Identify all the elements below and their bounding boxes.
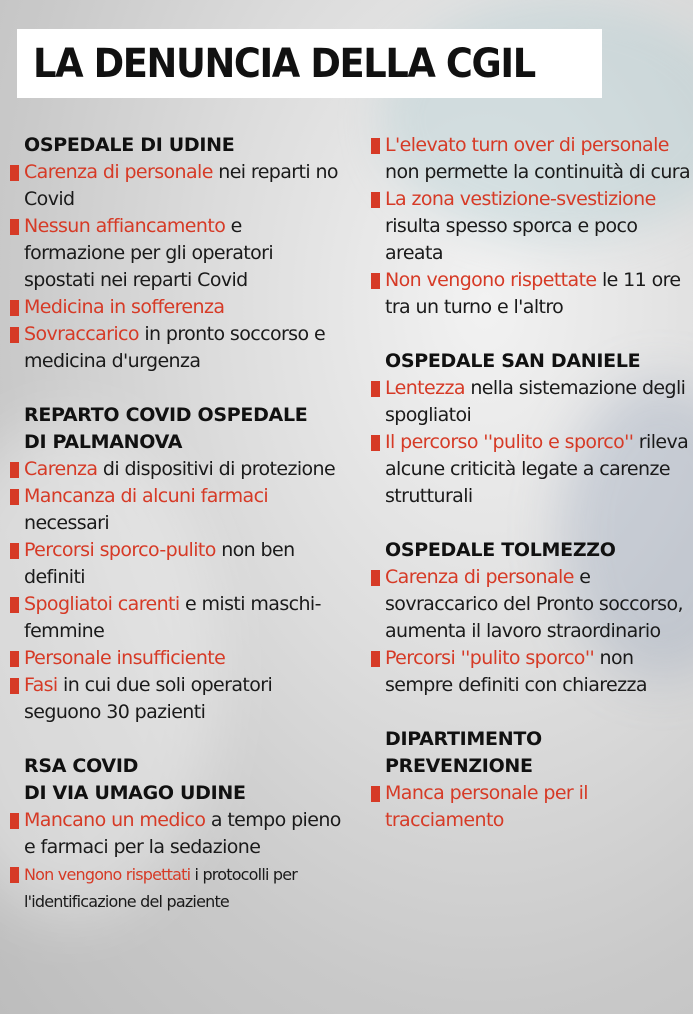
list-item [8,159,343,213]
list-item [8,483,343,537]
body-text: nella sistemazione degli spogliatoi [385,377,686,426]
section [369,537,693,699]
section [369,132,693,321]
red-bullet-icon [371,381,380,397]
body-text: risulta spesso sporca e poco areata [385,215,638,264]
red-bullet-icon [10,327,19,343]
list-item [8,861,343,915]
red-bullet-icon [371,570,380,586]
body-text: di dispositivi di protezione [97,458,336,480]
right-column [369,132,693,861]
highlight-text: Sovraccarico [24,323,139,345]
red-bullet-icon [371,273,380,289]
list-item [8,321,343,375]
list-item [8,672,343,726]
section-title: RSA COVID DI VIA UMAGO UDINE [24,755,246,804]
list-item [369,564,693,645]
red-bullet-icon [371,651,380,667]
list-item [8,807,343,861]
section-title: REPARTO COVID OSPEDALE DI PALMANOVA [24,404,308,453]
body-text: e sovraccarico del Pronto soccorso, aumenta il lavoro straordinario [385,566,683,642]
body-text: e misti maschi-femmine [24,593,321,642]
list-item [8,591,343,645]
red-bullet-icon [10,678,19,694]
body-text: rileva alcune criticità legate a carenze strutturali [385,431,689,507]
highlight-text: Personale insufficiente [24,647,226,669]
body-text: in cui due soli operatori seguono 30 pazienti [24,674,273,723]
highlight-text: Non vengono rispettate [385,269,597,291]
red-bullet-icon [371,435,380,451]
section [369,726,693,834]
highlight-text: Mancanza di alcuni farmaci [24,485,269,507]
highlight-text: La zona vestizione-svestizione [385,188,656,210]
list-item [8,537,343,591]
highlight-text: Carenza di personale [24,161,213,183]
section [8,402,343,726]
highlight-text: Percorsi ''pulito sporco'' [385,647,595,669]
red-bullet-icon [10,867,19,883]
list-item [369,429,693,510]
body-text: a tempo pieno e farmaci per la sedazione [24,809,341,858]
highlight-text: Manca personale per il tracciamento [385,782,588,831]
highlight-text: Carenza [24,458,98,480]
red-bullet-icon [10,543,19,559]
section [8,753,343,915]
section [369,348,693,510]
body-text: i protocolli per l'identificazione del paziente [24,865,298,911]
body-text: e formazione per gli operatori spostati nei reparti Covid [24,215,274,291]
red-bullet-icon [10,165,19,181]
highlight-text: L'elevato turn over di personale [385,134,669,156]
body-text: non permette la continuità di cura [385,161,691,183]
highlight-text: Non vengono rispettati [24,865,191,884]
section-title: OSPEDALE SAN DANIELE [385,350,641,372]
red-bullet-icon [10,300,19,316]
red-bullet-icon [10,489,19,505]
highlight-text: Fasi [24,674,58,696]
section-title: OSPEDALE TOLMEZZO [385,539,616,561]
list-item [369,780,693,834]
section [8,132,343,375]
highlight-text: Il percorso ''pulito e sporco'' [385,431,634,453]
highlight-text: Spogliatoi carenti [24,593,180,615]
list-item [369,375,693,429]
body-text: in pronto soccorso e medicina d'urgenza [24,323,326,372]
body-text: necessari [24,512,109,534]
left-column [8,132,343,942]
list-item [8,456,343,483]
page-title: LA DENUNCIA DELLA CGIL [33,40,535,87]
highlight-text: Percorsi sporco-pulito [24,539,216,561]
list-item [8,213,343,294]
title-box [17,29,602,98]
red-bullet-icon [10,219,19,235]
section-title: DIPARTIMENTO PREVENZIONE [385,728,542,777]
list-item [369,267,693,321]
highlight-text: Mancano un medico [24,809,206,831]
body-text: le 11 ore tra un turno e l'altro [385,269,681,318]
red-bullet-icon [371,786,380,802]
body-text: nei reparti no Covid [24,161,338,210]
list-item [8,645,343,672]
section-title: OSPEDALE DI UDINE [24,134,235,156]
list-item [369,645,693,699]
highlight-text: Medicina in sofferenza [24,296,225,318]
highlight-text: Lentezza [385,377,465,399]
body-text: non ben definiti [24,539,295,588]
red-bullet-icon [10,462,19,478]
highlight-text: Carenza di personale [385,566,574,588]
list-item [369,186,693,267]
list-item [369,132,693,186]
highlight-text: Nessun affiancamento [24,215,226,237]
red-bullet-icon [10,651,19,667]
list-item [8,294,343,321]
red-bullet-icon [10,813,19,829]
red-bullet-icon [371,192,380,208]
red-bullet-icon [371,138,380,154]
body-text: non sempre definiti con chiarezza [385,647,647,696]
red-bullet-icon [10,597,19,613]
